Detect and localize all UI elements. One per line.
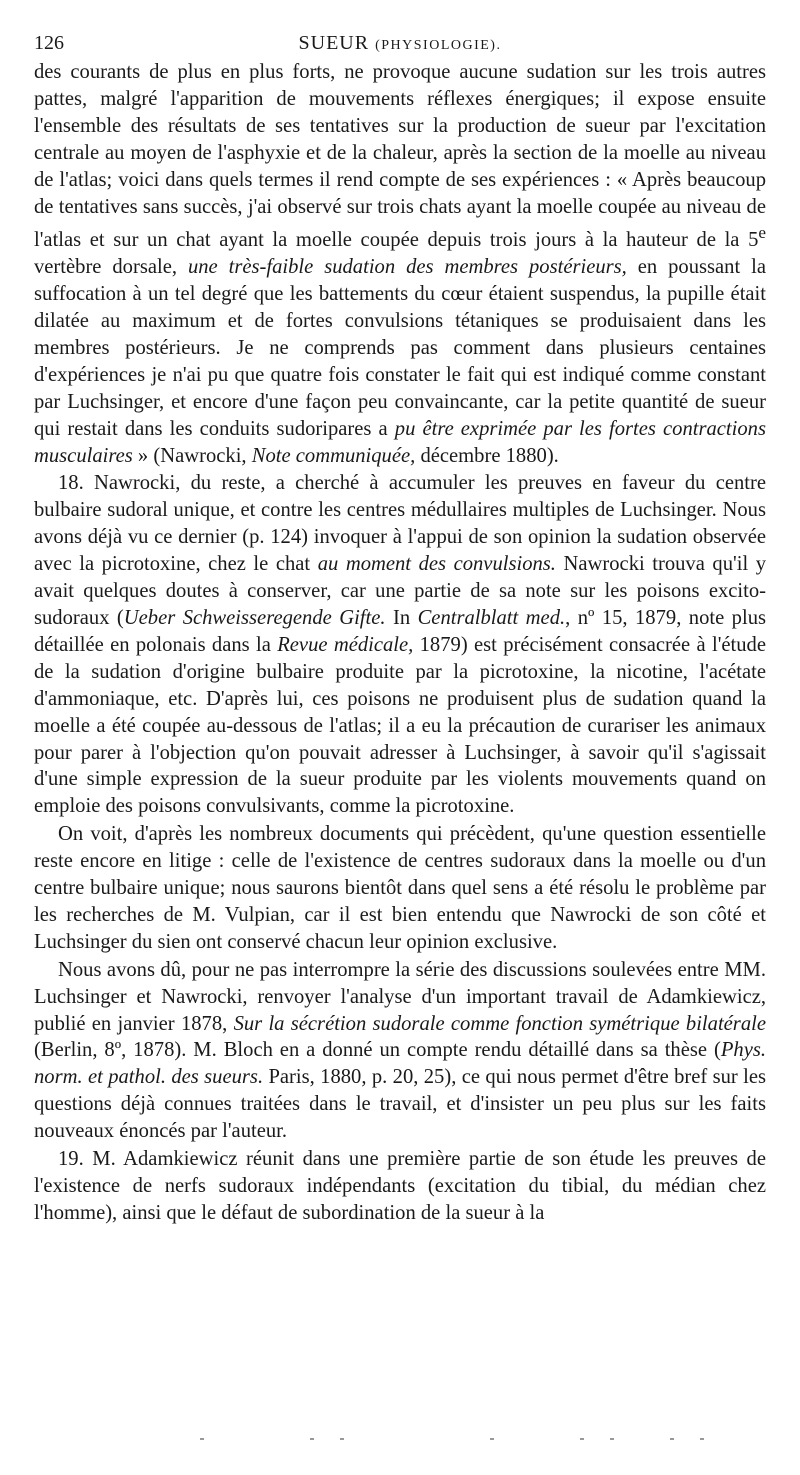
- italic-text: pu être exprimée par les fortes contractions musculaires: [34, 417, 766, 467]
- body-text: [34, 59, 766, 1227]
- text-run: » (Nawrocki,: [132, 444, 252, 467]
- text-run: 19. M. Adamkiewicz réunit dans une première partie de son étude les preuves de l'existence de nerfs sudoraux indépendants (excitation du tibial, du médian chez l'homme), ainsi que le défaut de subordination de la sueur à la: [34, 1148, 766, 1224]
- text-run: vertèbre dorsale,: [34, 256, 188, 279]
- superscript-text: e: [758, 223, 766, 243]
- italic-text: Note communiquée,: [251, 444, 416, 467]
- running-title-subtitle: (PHYSIOLOGIE).: [375, 38, 502, 53]
- running-title-main: SUEUR: [298, 32, 370, 54]
- paragraph: [34, 59, 766, 469]
- italic-text: Revue médicale,: [277, 633, 414, 656]
- text-run: des courants de plus en plus forts, ne provoque aucune sudation sur les trois autres pattes, malgré l'apparition de mouvements réflexes énergiques; il expose ensuite l'ensemble des résultats de ses tentatives sur la production de sueur par l'excitation centrale au moyen de l'asphyxie et de la chaleur, après la section de la moelle au niveau de l'atlas; voici dans quels termes il rend compte de ses expériences : « Après beaucoup de tentatives sans succès, j'ai observé sur trois chats ayant la moelle coupée au niveau de l'atlas et sur un chat ayant la moelle coupée depuis trois jours à la hauteur de la 5: [34, 61, 766, 252]
- running-title: [34, 30, 766, 60]
- text-run: Nawrocki trouva qu'il y avait quelques doutes à conserver, car une partie de sa note sur les poisons excito-sudoraux (: [34, 553, 767, 629]
- italic-text: au moment des convulsions.: [317, 553, 556, 576]
- text-run: en poussant la suffocation à un tel degré que les battements du cœur étaient suspendus, la pupille était dilatée au maximum et de fortes convulsions tétaniques se produisaient dans les membres postérieurs. Je ne comprends pas comment dans plusieurs centaines d'expériences je n'ai pu que quatre fois constater le fait qui est indiqué comme constant par Luchsinger, et encore d'une façon peu convaincante, car la petite quantité de sueur qui restait dans les conduits sudoripares a: [34, 256, 766, 440]
- paragraph: [34, 1146, 766, 1227]
- text-run: Paris, 1880, p. 20, 25), ce qui nous permet d'être bref sur les questions déjà connues traitées dans le travail, et d'insister un peu plus sur les faits nouveaux énoncés par l'auteur.: [34, 1066, 766, 1143]
- paragraph: [34, 470, 766, 820]
- paragraph: [34, 821, 766, 956]
- text-run: décembre 1880).: [415, 444, 559, 467]
- text-run: 18. Nawrocki, du reste, a cherché à accumuler les preuves en faveur du centre bulbaire sudoral unique, et contre les centres médullaires multiples de Luchsinger. Nous avons déjà vu ce dernier (p. 124) invoquer à l'appui de son opinion la sudation observée avec la picrotoxine, chez le chat: [34, 472, 766, 576]
- italic-text: Phys. norm. et pathol. des sueurs.: [34, 1039, 766, 1089]
- text-run: In: [385, 606, 418, 629]
- scan-artifacts: [200, 1438, 720, 1442]
- text-run: Nous avons dû, pour ne pas interrompre la série des discussions soulevées entre MM. Luchsinger et Nawrocki, renvoyer l'analyse d'un important travail de Adamkiewicz, publié en janvier 1878,: [34, 958, 766, 1035]
- italic-text: Centralblatt med.: [417, 606, 566, 629]
- text-run: (Berlin, 8º, 1878). M. Bloch en a donné un compte rendu détaillé dans sa thèse (: [34, 1039, 721, 1062]
- running-head: [34, 30, 766, 56]
- text-run: 1879) est précisément consacrée à l'étude de la sudation d'origine bulbaire produite par la picrotoxine, la nicotine, l'acétate d'ammoniaque, etc. D'après lui, ces poisons ne produisent plus de sudation quand la moelle a été coupée au-dessous de l'atlas; il a eu la précaution de curariser les animaux pour parer à l'objection qu'on pouvait adresser à Luchsinger, à savoir qu'il s'agissait d'une simple expression de la sueur produite par les violents mouvements quand on emploie des poisons convulsivants, comme la picrotoxine.: [34, 633, 766, 818]
- text-run: , nº 15, 1879, note plus détaillée en polonais dans la: [34, 606, 767, 656]
- book-page: [34, 30, 766, 1228]
- text-run: On voit, d'après les nombreux documents qui précèdent, qu'une question essentielle reste encore en litige : celle de l'existence de centres sudoraux dans la moelle ou d'un centre bulbaire unique; nous saurons bientôt dans quel sens a été résolu le problème par les recherches de M. Vulpian, car il est bien entendu que Nawrocki de son côté et Luchsinger du sien ont conservé chacun leur opinion exclusive.: [34, 823, 766, 953]
- italic-text: Ueber Schweisseregende Gifte.: [123, 606, 386, 629]
- page-number: 126: [34, 32, 64, 54]
- italic-text: une très-faible sudation des membres postérieurs,: [187, 256, 627, 279]
- italic-text: Sur la sécrétion sudorale comme fonction symétrique bilatérale: [233, 1012, 766, 1035]
- paragraph: [34, 957, 766, 1145]
